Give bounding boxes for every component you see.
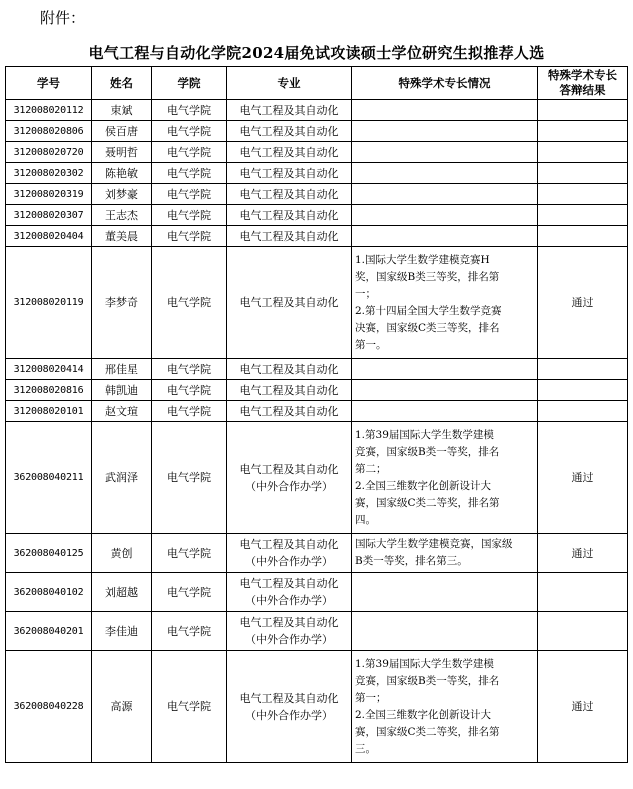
cell-major [227,422,352,534]
cell-student-id: 312008020307 [6,205,92,226]
specialty-line: 1.第39届国际大学生数学建模 [355,657,494,670]
table-row [6,612,628,651]
header-name: 姓名 [92,67,152,100]
major-name: 电气工程及其自动化 [239,383,339,397]
specialty-line: 竞赛，国家级B类一等奖，排名 [355,445,500,458]
cell-college: 电气学院 [152,401,227,422]
cell-major [227,205,352,226]
cell-defense-result [538,163,628,184]
cell-college: 电气学院 [152,247,227,359]
specialty-line: 国际大学生数学建模竞赛，国家级 [355,538,513,550]
cell-college: 电气学院 [152,380,227,401]
cell-student-id: 312008020302 [6,163,92,184]
major-name: 电气工程及其自动化 [239,691,339,705]
table-row [6,247,628,359]
cell-defense-result: 通过 [538,422,628,534]
table-row [6,205,628,226]
attachment-label: 附件： [40,9,86,27]
table-body [6,100,628,763]
cell-college: 电气学院 [152,226,227,247]
cell-defense-result [538,142,628,163]
cell-student-id: 312008020101 [6,401,92,422]
cell-name: 韩凯迪 [92,380,152,401]
header-defense-result-line2: 答辩结果 [559,83,606,97]
candidate-table [5,66,628,763]
cell-college: 电气学院 [152,100,227,121]
cell-student-id: 362008040228 [6,651,92,763]
table-row [6,422,628,534]
cell-student-id: 362008040102 [6,573,92,612]
major-name: 电气工程及其自动化 [239,187,339,201]
cell-specialty [352,205,538,226]
cell-name: 邢佳星 [92,359,152,380]
cell-college: 电气学院 [152,142,227,163]
cell-student-id: 312008020319 [6,184,92,205]
table-row [6,380,628,401]
cell-name: 束斌 [92,100,152,121]
cell-defense-result [538,612,628,651]
cell-defense-result [538,573,628,612]
major-name: 电气工程及其自动化 [239,103,339,117]
table-row [6,401,628,422]
cell-specialty [352,573,538,612]
major-name: 电气工程及其自动化 [239,404,339,418]
major-name: 电气工程及其自动化 [239,145,339,159]
specialty-line: B类一等奖，排名第三。 [355,555,468,567]
major-name: 电气工程及其自动化 [239,229,339,243]
cell-major [227,573,352,612]
cell-student-id: 312008020806 [6,121,92,142]
cell-specialty [352,422,538,534]
cell-college: 电气学院 [152,534,227,573]
cell-specialty [352,142,538,163]
cell-major [227,651,352,763]
table-row [6,534,628,573]
cell-major [227,226,352,247]
cell-student-id: 312008020720 [6,142,92,163]
cell-college: 电气学院 [152,651,227,763]
cell-name: 高源 [92,651,152,763]
specialty-line: 四。 [355,513,376,526]
cell-defense-result [538,359,628,380]
specialty-line: 三。 [355,742,376,755]
cell-student-id: 312008020404 [6,226,92,247]
cell-specialty [352,401,538,422]
cell-major [227,612,352,651]
major-name: 电气工程及其自动化 [239,166,339,180]
cell-defense-result: 通过 [538,651,628,763]
cell-name: 武润泽 [92,422,152,534]
cell-college: 电气学院 [152,163,227,184]
cell-name: 侯百唐 [92,121,152,142]
cell-specialty [352,612,538,651]
cell-name: 陈艳敏 [92,163,152,184]
major-name: 电气工程及其自动化 [239,124,339,138]
cell-student-id: 362008040201 [6,612,92,651]
specialty-line: 一； [355,287,376,300]
cell-specialty [352,359,538,380]
specialty-line: 2.第十四届全国大学生数学竞赛 [355,304,502,317]
cell-name: 李佳迪 [92,612,152,651]
cell-student-id: 362008040125 [6,534,92,573]
cell-defense-result [538,100,628,121]
cell-name: 刘超越 [92,573,152,612]
cell-college: 电气学院 [152,205,227,226]
cell-student-id: 312008020119 [6,247,92,359]
major-name: 电气工程及其自动化 [239,577,339,590]
table-row [6,121,628,142]
cell-specialty [352,121,538,142]
cell-major [227,534,352,573]
major-name: 电气工程及其自动化 [239,208,339,222]
cell-major [227,359,352,380]
cell-college: 电气学院 [152,184,227,205]
header-college: 学院 [152,67,227,100]
cell-defense-result: 通过 [538,534,628,573]
cell-major [227,247,352,359]
specialty-line: 1.第39届国际大学生数学建模 [355,428,494,441]
table-row [6,651,628,763]
table-row [6,142,628,163]
specialty-line: 奖，国家级B类三等奖，排名第 [355,270,500,283]
cell-name: 黄创 [92,534,152,573]
document-title: 电气工程与自动化学院2024届免试攻读硕士学位研究生拟推荐人选 [88,44,545,62]
specialty-line: 决赛，国家级C类三等奖，排名 [355,321,500,334]
cell-student-id: 362008040211 [6,422,92,534]
table-row [6,100,628,121]
table-row [6,573,628,612]
cell-specialty [352,226,538,247]
header-defense-result-line1: 特殊学术专长 [548,68,617,82]
specialty-line: 赛，国家级C类二等奖，排名第 [355,725,500,738]
cell-student-id: 312008020816 [6,380,92,401]
cell-name: 李梦奇 [92,247,152,359]
cell-student-id: 312008020414 [6,359,92,380]
cell-defense-result [538,205,628,226]
cell-defense-result [538,184,628,205]
cell-major [227,121,352,142]
specialty-line: 第一。 [355,338,387,351]
header-defense-result [538,67,628,100]
cell-specialty [352,380,538,401]
cell-college: 电气学院 [152,573,227,612]
cell-name: 聂明哲 [92,142,152,163]
major-program-note: （中外合作办学） [245,708,333,722]
cell-name: 刘梦豪 [92,184,152,205]
cell-defense-result: 通过 [538,247,628,359]
table-row [6,184,628,205]
cell-specialty [352,163,538,184]
specialty-line: 2.全国三维数字化创新设计大 [355,708,492,721]
table-header-row [6,67,628,100]
specialty-line: 竞赛，国家级B类一等奖，排名 [355,674,500,687]
cell-defense-result [538,121,628,142]
major-program-note: （中外合作办学） [245,479,333,493]
cell-major [227,100,352,121]
cell-specialty [352,100,538,121]
major-name: 电气工程及其自动化 [239,296,339,309]
cell-specialty [352,184,538,205]
header-specialty: 特殊学术专长情况 [352,67,538,100]
cell-specialty [352,651,538,763]
cell-defense-result [538,401,628,422]
cell-college: 电气学院 [152,121,227,142]
major-name: 电气工程及其自动化 [239,616,339,629]
major-name: 电气工程及其自动化 [239,538,339,551]
major-name: 电气工程及其自动化 [239,362,339,376]
cell-major [227,401,352,422]
cell-defense-result [538,226,628,247]
cell-specialty [352,534,538,573]
cell-major [227,142,352,163]
cell-major [227,380,352,401]
cell-student-id: 312008020112 [6,100,92,121]
cell-college: 电气学院 [152,422,227,534]
major-program-note: （中外合作办学） [245,594,333,607]
specialty-line: 第一； [355,691,387,704]
cell-college: 电气学院 [152,359,227,380]
cell-name: 赵文瑄 [92,401,152,422]
header-major: 专业 [227,67,352,100]
table-row [6,359,628,380]
specialty-line: 1.国际大学生数学建模竞赛H [355,253,490,266]
header-student-id: 学号 [6,67,92,100]
major-program-note: （中外合作办学） [245,555,333,568]
major-name: 电气工程及其自动化 [239,462,339,476]
table-row [6,163,628,184]
table-row [6,226,628,247]
cell-specialty [352,247,538,359]
cell-name: 董美晨 [92,226,152,247]
cell-college: 电气学院 [152,612,227,651]
specialty-line: 2.全国三维数字化创新设计大 [355,479,492,492]
cell-defense-result [538,380,628,401]
specialty-line: 第二； [355,462,387,475]
cell-major [227,184,352,205]
cell-name: 王志杰 [92,205,152,226]
major-program-note: （中外合作办学） [245,633,333,646]
specialty-line: 赛，国家级C类二等奖，排名第 [355,496,500,509]
cell-major [227,163,352,184]
